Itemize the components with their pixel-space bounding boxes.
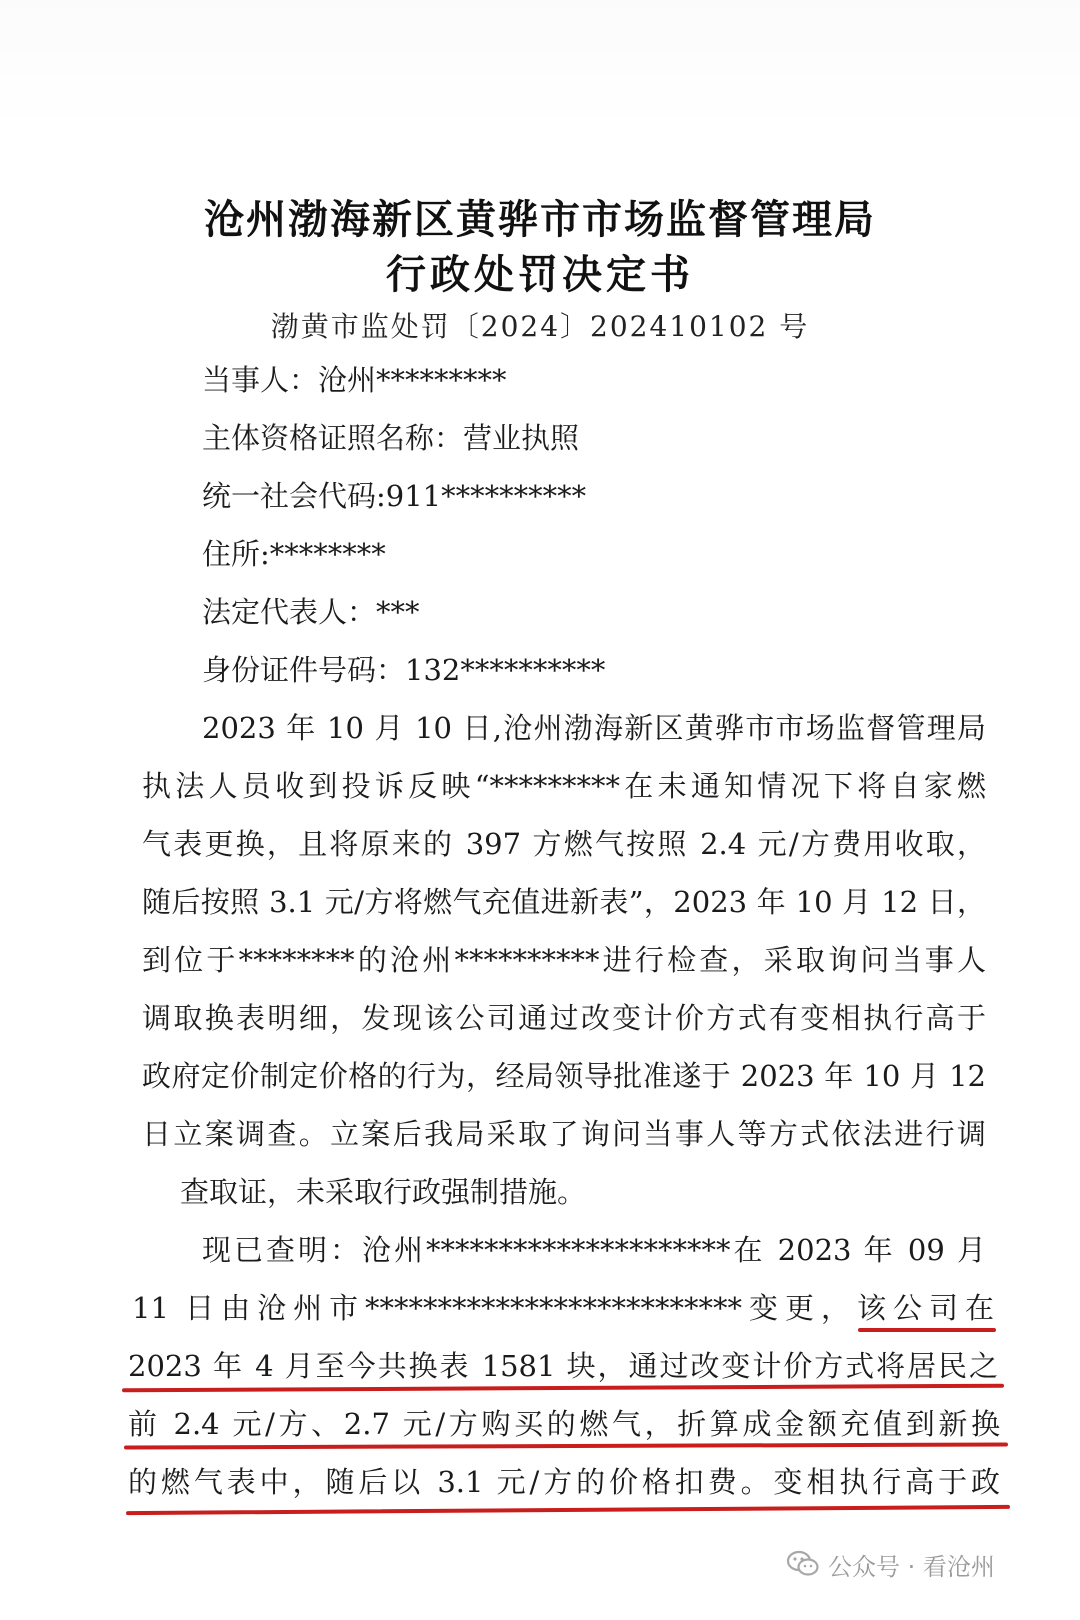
document-number: 渤黄市监处罚〔2024〕202410102 号 <box>270 310 810 343</box>
paragraph-line: 随后按照 3.1 元/方将燃气充值进新表”，2023 年 10 月 12 日， <box>142 885 986 919</box>
document-title: 沧州渤海新区黄骅市市场监督管理局 <box>204 196 876 243</box>
field-address: 住所:******** <box>202 537 386 571</box>
paragraph-line: 调取换表明细，发现该公司通过改变计价方式有变相执行高于 <box>142 1001 986 1035</box>
wechat-icon <box>786 1549 820 1579</box>
field-license-name: 主体资格证照名称：营业执照 <box>202 421 580 455</box>
paragraph-line: 前 2.4 元/方、2.7 元/方购买的燃气，折算成金额充值到新换 <box>128 1407 1000 1441</box>
paragraph-line: 2023 年 10 月 10 日,沧州渤海新区黄骅市市场监督管理局 <box>202 711 986 745</box>
paragraph-line: 气表更换，且将原来的 397 方燃气按照 2.4 元/方费用收取， <box>142 827 986 861</box>
field-id-number: 身份证件号码：132********** <box>202 653 606 687</box>
highlight-underline <box>858 1328 996 1332</box>
watermark-text: 公众号 · 看沧州 <box>828 1552 995 1581</box>
paragraph-line: 现已查明：沧州*********************在 2023 年 09 月 <box>202 1233 986 1267</box>
document-subtitle: 行政处罚决定书 <box>386 251 694 298</box>
paragraph-line: 到位于********的沧州**********进行检查，采取询问当事人 <box>142 943 986 977</box>
paragraph-line: 日立案调查。立案后我局采取了询问当事人等方式依法进行调 <box>142 1117 986 1151</box>
highlight-underline <box>124 1442 1008 1449</box>
field-credit-code: 统一社会代码:911********** <box>202 479 587 513</box>
paragraph-line: 政府定价制定价格的行为，经局领导批准遂于 2023 年 10 月 12 <box>142 1059 986 1093</box>
field-legal-rep: 法定代表人：*** <box>202 595 420 629</box>
paragraph-line: 的燃气表中，随后以 3.1 元/方的价格扣费。变相执行高于政 <box>128 1465 1000 1499</box>
paragraph-line: 执法人员收到投诉反映“*********在未通知情况下将自家燃 <box>142 769 986 803</box>
paragraph-line: 11 日由沧州市**************************变更，该公司在 <box>132 1291 994 1325</box>
highlight-underline <box>126 1505 1010 1515</box>
paragraph-line: 查取证，未采取行政强制措施。 <box>180 1175 587 1209</box>
field-party: 当事人：沧州********* <box>202 363 507 397</box>
watermark <box>786 1542 995 1586</box>
paragraph-line: 2023 年 4 月至今共换表 1581 块，通过改变计价方式将居民之 <box>128 1349 998 1383</box>
